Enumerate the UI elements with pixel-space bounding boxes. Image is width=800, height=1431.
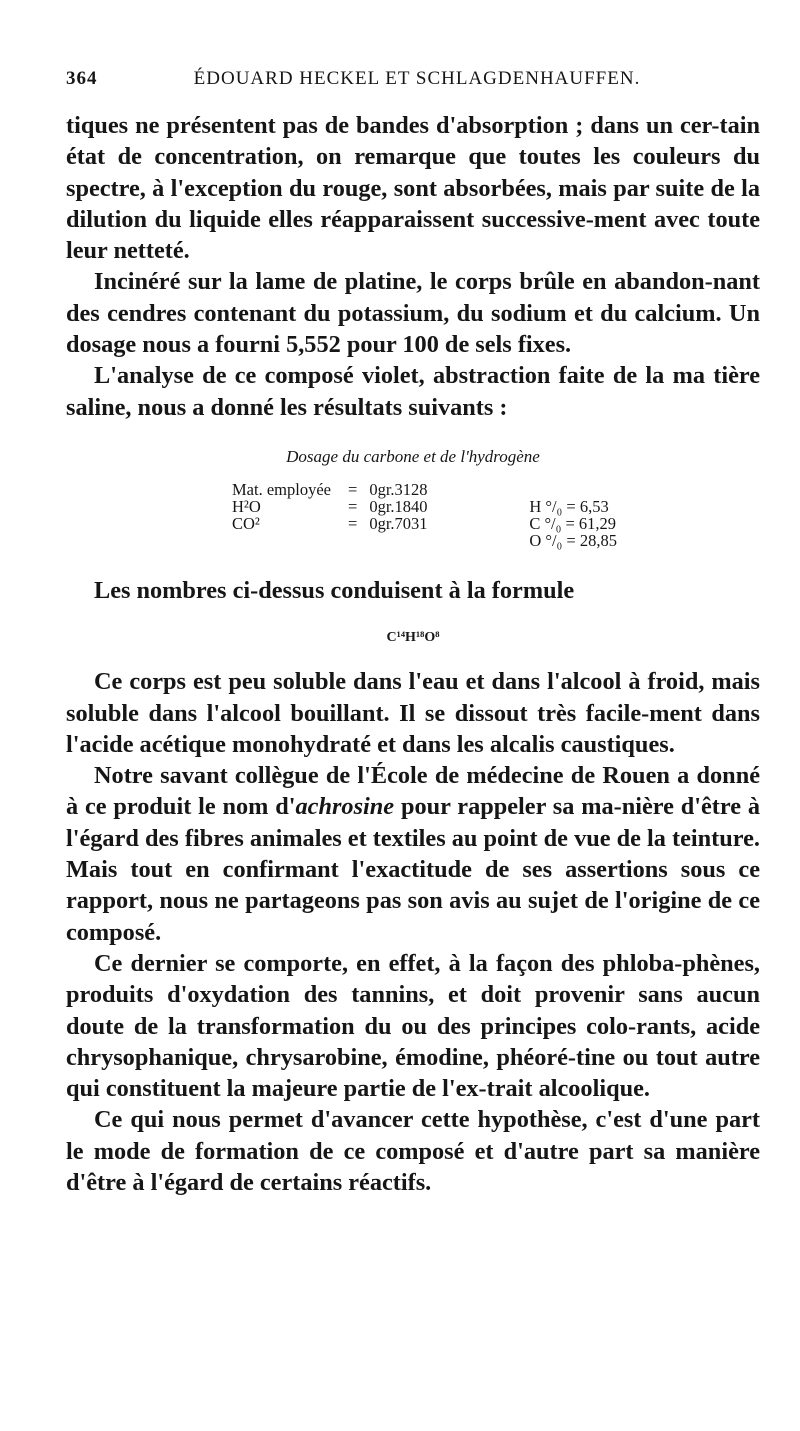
dosage-value: [363, 532, 525, 549]
running-title: ÉDOUARD HECKEL ET SCHLAGDENHAUFFEN.: [193, 68, 641, 89]
paragraph-absorption: tiques ne présentent pas de bandes d'absorption ; dans un cer-tain état de concentration, on remarque que toutes les couleurs du spectre, à l'exception du rouge, sont absorbées, mais par suite de la dilution du liquide elles réapparaissent successive-ment avec toute leur netteté.: [66, 112, 760, 265]
dosage-label: H²O: [232, 496, 261, 516]
paragraph-phlobaphenes: Ce dernier se comporte, en effet, à la façon des phloba-phènes, produits d'oxydation des tannins, et doit provenir sans aucun doute de la transformation du ou des principes colo-rants, acide chrysophanique, chrysarobine, émodine, phéoré-tine ou tout autre qui constituent la majeure partie de l'ex-trait alcoolique.: [66, 949, 760, 1103]
dosage-label: CO²: [232, 513, 260, 533]
paragraph-incineration: Incinéré sur la lame de platine, le corps brûle en abandon-nant des cendres contenant du potassium, du sodium et du calcium. Un dosage nous a fourni 5,552 pour 100 de sels fixes.: [66, 268, 760, 359]
paragraph-solubilite: Ce corps est peu soluble dans l'eau et dans l'alcool à froid, mais soluble dans l'alcool bouillant. Il se dissout très facile-ment dans l'acide acétique monohydraté et dans les alcalis caustiques.: [66, 668, 760, 758]
dosage-eq: =: [348, 513, 358, 533]
dosage-row: [226, 515, 623, 532]
dosage-value: 0gr.7031: [369, 513, 428, 533]
dosage-row: [226, 532, 623, 549]
dosage-result: H °/₀ = 6,53: [529, 496, 609, 516]
paragraph-achrosine: [66, 760, 760, 948]
dosage-value: 0gr.3128: [369, 479, 428, 499]
dosage-result: O °/₀ = 28,85: [529, 530, 617, 550]
page-number: 364: [66, 68, 98, 89]
achrosine-text-after: pour rappeler sa ma-nière d'être à l'égard des fibres animales et textiles au point de vue de la teinture. Mais tout en confirmant l'exactitude de ses assertions sous ce rapport, nous ne partageons pas son avis au sujet de l'origine de ce composé.: [66, 793, 760, 946]
dosage-eq: [342, 532, 363, 549]
dosage-row: [226, 481, 623, 498]
dosage-label: Mat. employée: [232, 479, 331, 499]
paragraph-hypothese: Ce qui nous permet d'avancer cette hypothèse, c'est d'une part le mode de formation de ce composé et d'autre part sa manière d'être à l'égard de certains réactifs.: [66, 1106, 760, 1197]
dosage-eq: =: [348, 479, 358, 499]
dosage-result: C °/₀ = 61,29: [529, 513, 617, 533]
paragraph-analyse: L'analyse de ce composé violet, abstraction faite de la ma tière saline, nous a donné les résultats suivants :: [66, 362, 760, 421]
dosage-result: [525, 481, 623, 498]
chemical-formula: C¹⁴H¹⁸O⁸: [386, 630, 440, 646]
formula-intro: Les nombres ci-dessus conduisent à la formule: [94, 576, 575, 604]
dosage-label: [226, 532, 342, 549]
dosage-value: 0gr.1840: [369, 496, 428, 516]
achrosine-text-before: Notre savant collègue de l'École de médecine de Rouen a donné à ce produit le nom d': [66, 762, 760, 821]
dosage-eq: =: [348, 496, 358, 516]
achrosine-term: achrosine: [295, 793, 395, 821]
dosage-table: [226, 481, 623, 549]
dosage-title: Dosage du carbone et de l'hydrogène: [286, 446, 540, 466]
page-header: [66, 68, 760, 96]
dosage-row: [226, 498, 623, 515]
